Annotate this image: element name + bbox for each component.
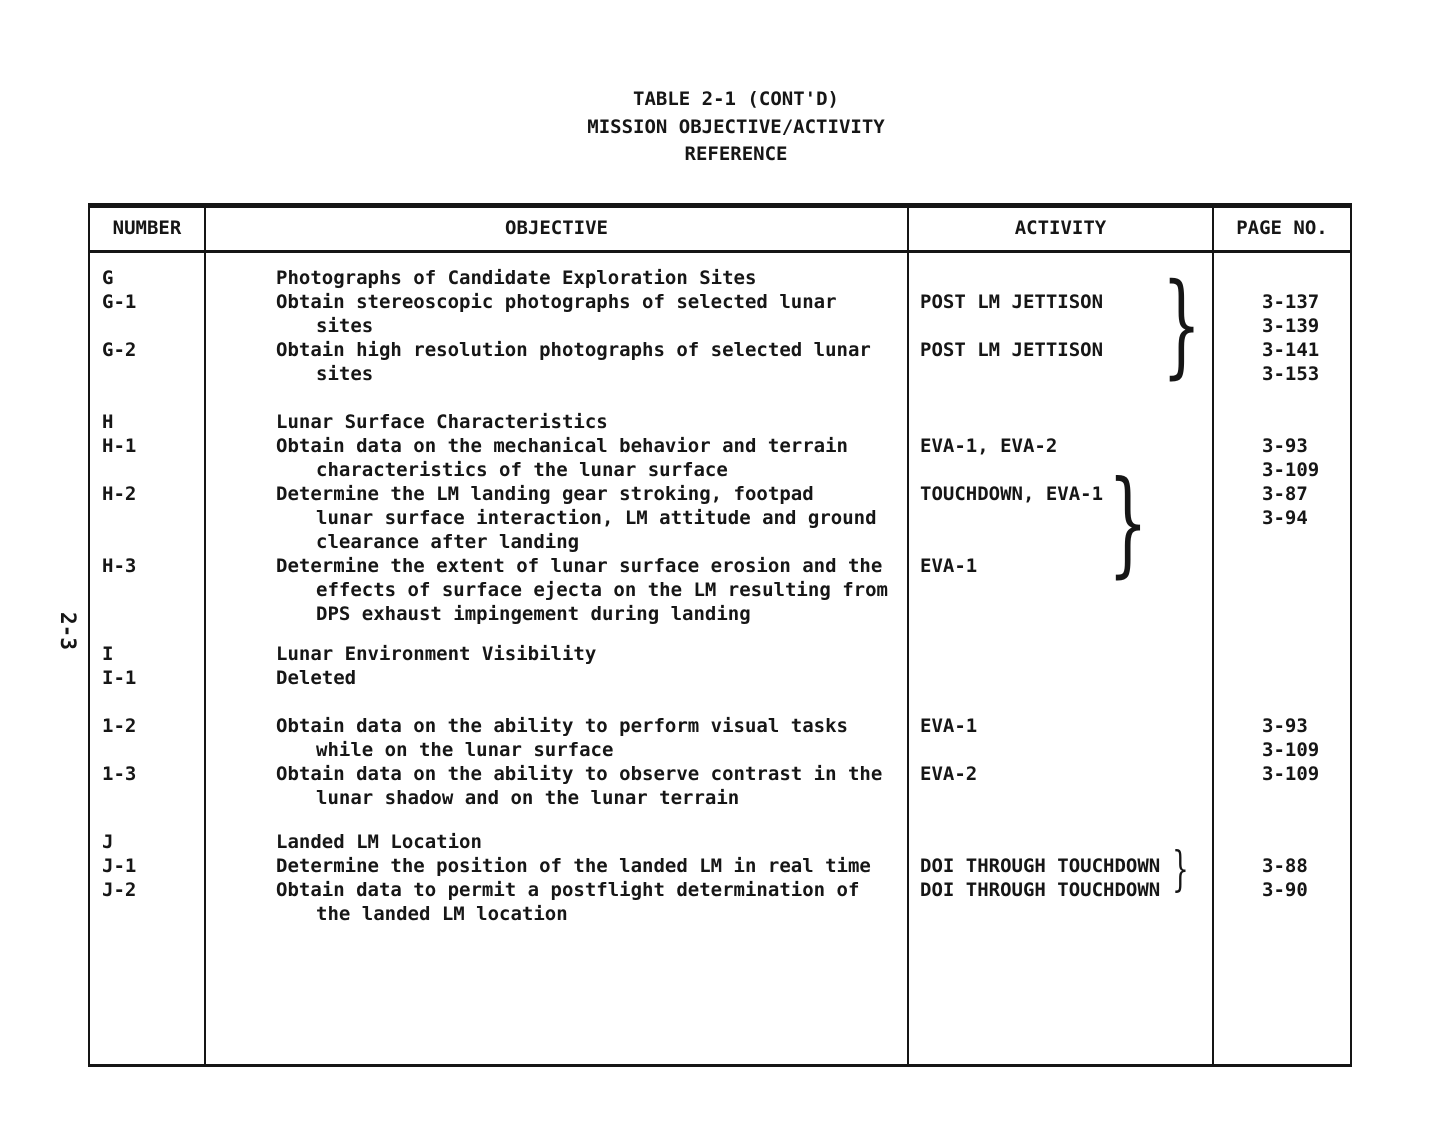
row-objective: Deleted	[276, 667, 357, 689]
row-objective: characteristics of the lunar surface	[316, 459, 728, 481]
table-title-line1: TABLE 2-1 (CONT'D)	[633, 88, 839, 110]
row-page: 3-139	[1262, 315, 1320, 337]
row-number: I	[102, 643, 114, 665]
row-objective: Lunar Surface Characteristics	[276, 411, 608, 433]
header-divider	[88, 250, 1352, 253]
row-number: I-1	[102, 667, 137, 689]
table-row	[0, 362, 1439, 386]
table-row	[0, 290, 1439, 314]
brace-icon: }	[1162, 260, 1202, 390]
row-objective: effects of surface ejecta on the LM resulting from	[316, 579, 888, 601]
row-number: J-1	[102, 855, 137, 877]
table-row	[0, 902, 1439, 926]
table-row	[0, 410, 1439, 434]
row-objective: lunar surface interaction, LM attitude and ground	[316, 507, 877, 529]
brace-icon: }	[1172, 841, 1189, 897]
table-row	[0, 762, 1439, 786]
row-objective: Obtain data on the ability to observe contrast in the	[276, 763, 883, 785]
table-row	[0, 786, 1439, 810]
row-activity: EVA-1	[920, 715, 978, 737]
row-objective: Determine the LM landing gear stroking, footpad	[276, 483, 814, 505]
table-row	[0, 830, 1439, 854]
row-page: 3-141	[1262, 339, 1320, 361]
row-page: 3-88	[1262, 855, 1308, 877]
table-row	[0, 578, 1439, 602]
row-objective: Obtain stereoscopic photographs of selected lunar	[276, 291, 837, 313]
row-number: J	[102, 831, 114, 853]
table-row	[0, 878, 1439, 902]
row-activity: EVA-1, EVA-2	[920, 435, 1058, 457]
row-number: H-1	[102, 435, 137, 457]
row-number: H-2	[102, 483, 137, 505]
row-objective: DPS exhaust impingement during landing	[316, 603, 751, 625]
table-title-line2: MISSION OBJECTIVE/ACTIVITY	[587, 115, 885, 138]
row-objective: Lunar Environment Visibility	[276, 643, 597, 665]
row-page: 3-109	[1262, 739, 1320, 761]
row-activity: TOUCHDOWN, EVA-1	[920, 483, 1104, 505]
row-page: 3-153	[1262, 363, 1320, 385]
row-number: 1-2	[102, 715, 137, 737]
table-row	[0, 530, 1439, 554]
table-title	[400, 86, 1072, 169]
row-activity: EVA-2	[920, 763, 978, 785]
table-row	[0, 506, 1439, 530]
table-row	[0, 458, 1439, 482]
row-number: J-2	[102, 879, 137, 901]
table-row	[0, 314, 1439, 338]
row-page: 3-93	[1262, 715, 1308, 737]
row-objective: Obtain high resolution photographs of selected lunar	[276, 339, 871, 361]
row-objective: Obtain data on the mechanical behavior and terrain	[276, 435, 848, 457]
row-number: G	[102, 267, 114, 289]
row-objective: sites	[316, 315, 374, 337]
row-activity: DOI THROUGH TOUCHDOWN	[920, 855, 1161, 877]
table-row	[0, 338, 1439, 362]
brace-icon: }	[1108, 456, 1148, 589]
row-page: 3-94	[1262, 507, 1308, 529]
row-objective: Photographs of Candidate Exploration Sites	[276, 267, 757, 289]
row-objective: the landed LM location	[316, 903, 568, 925]
row-objective: Obtain data to permit a postflight determination of	[276, 879, 860, 901]
table-row	[0, 602, 1439, 626]
table-row	[0, 642, 1439, 666]
col-header-activity: ACTIVITY	[1014, 217, 1107, 239]
row-objective: lunar shadow and on the lunar terrain	[316, 787, 740, 809]
row-objective: Landed LM Location	[276, 831, 482, 853]
row-page: 3-87	[1262, 483, 1308, 505]
page-number-sideways: 2-3	[56, 612, 80, 650]
table-row	[0, 714, 1439, 738]
table-row	[0, 554, 1439, 578]
row-page: 3-109	[1262, 459, 1320, 481]
row-page: 3-93	[1262, 435, 1308, 457]
row-objective: Obtain data on the ability to perform visual tasks	[276, 715, 848, 737]
table-row	[0, 434, 1439, 458]
table-row	[0, 854, 1439, 878]
row-number: G-2	[102, 339, 137, 361]
row-page: 3-137	[1262, 291, 1320, 313]
row-objective: Determine the position of the landed LM in real time	[276, 855, 871, 877]
row-objective: while on the lunar surface	[316, 739, 614, 761]
row-activity: POST LM JETTISON	[920, 339, 1104, 361]
col-header-number: NUMBER	[112, 217, 182, 239]
row-number: G-1	[102, 291, 137, 313]
table-row	[0, 482, 1439, 506]
table-row	[0, 666, 1439, 690]
row-page: 3-90	[1262, 879, 1308, 901]
row-activity: EVA-1	[920, 555, 978, 577]
row-number: 1-3	[102, 763, 137, 785]
row-objective: clearance after landing	[316, 531, 580, 553]
table-title-line3: REFERENCE	[684, 143, 788, 165]
row-page: 3-109	[1262, 763, 1320, 785]
col-header-page: PAGE NO.	[1236, 217, 1328, 239]
row-number: H-3	[102, 555, 137, 577]
row-objective: sites	[316, 363, 374, 385]
table-row	[0, 738, 1439, 762]
row-activity: DOI THROUGH TOUCHDOWN	[920, 879, 1161, 901]
row-objective: Determine the extent of lunar surface erosion and the	[276, 555, 883, 577]
col-header-objective: OBJECTIVE	[505, 217, 608, 239]
table-row	[0, 266, 1439, 290]
row-number: H	[102, 411, 114, 433]
row-activity: POST LM JETTISON	[920, 291, 1104, 313]
